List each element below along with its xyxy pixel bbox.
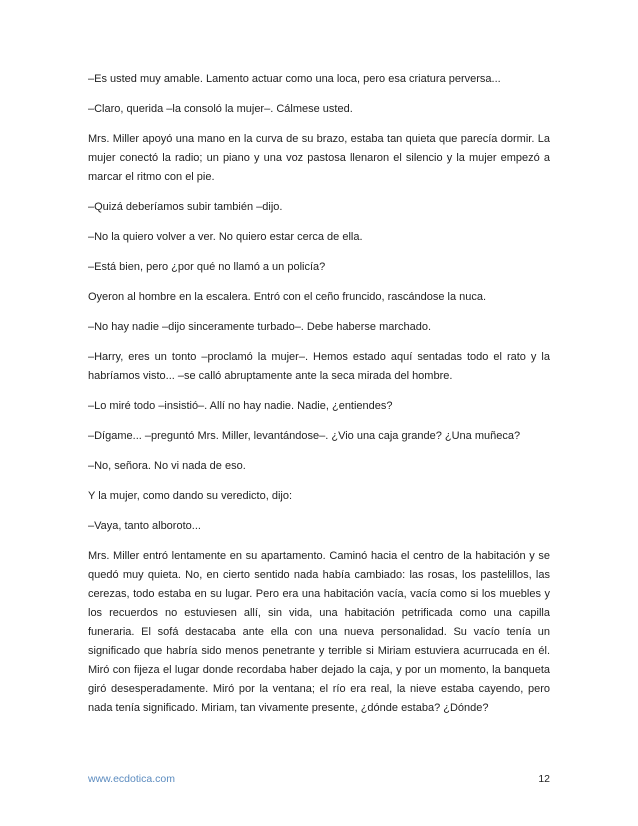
footer-site-link[interactable]: www.ecdotica.com [88,773,175,785]
paragraph-8: –No hay nadie –dijo sinceramente turbado–. Debe haberse marchado. [88,321,432,333]
paragraph-13: Y la mujer, como dando su veredicto, dijo: [88,490,293,502]
paragraph-1: –Es usted muy amable. Lamento actuar como una loca, pero esa criatura perversa... [88,73,501,85]
paragraph-4: –Quizá deberíamos subir también –dijo. [88,201,283,213]
paragraph-11: –Dígame... –preguntó Mrs. Miller, levantándose–. ¿Vio una caja grande? ¿Una muñeca? [88,430,521,442]
paragraph-14: –Vaya, tanto alboroto... [88,520,201,532]
paragraph-7: Oyeron al hombre en la escalera. Entró con el ceño fruncido, rascándose la nuca. [88,291,487,303]
paragraph-10: –Lo miré todo –insistió–. Allí no hay nadie. Nadie, ¿entiendes? [88,400,393,412]
paragraph-5: –No la quiero volver a ver. No quiero estar cerca de ella. [88,231,363,243]
paragraph-15: Mrs. Miller entró lentamente en su apartamento. Caminó hacia el centro de la habitación y se quedó muy quieta. No, en cierto sentido nada había cambiado: las rosas, los pastelillos, las cerezas, todo estaba en su lugar. Pero era una habitación vacía, vacía como si los muebles y los recuerdos no estuviesen allí, sin vida, una habitación petrificada como una capilla funeraria. El sofá destacaba ante ella con una nueva personalidad. Su vacío tenía un significado que habría sido menos penetrante y terrible si Miriam estuviera acurrucada en él. Miró con fijeza el lugar donde recordaba haber dejado la caja, y por un momento, la banqueta giró desesperadamente. Miró por la ventana; el río era real, la nieve estaba cayendo, pero nada tenía significado. Miriam, tan vivamente presente, ¿dónde estaba? ¿Dónde? [88,550,550,714]
page-body [88,70,550,729]
paragraph-12: –No, señora. No vi nada de eso. [88,460,246,472]
paragraph-6: –Está bien, pero ¿por qué no llamó a un policía? [88,261,326,273]
page-number: 12 [538,773,550,785]
paragraph-2: –Claro, querida –la consoló la mujer–. Cálmese usted. [88,103,353,115]
paragraph-9: –Harry, eres un tonto –proclamó la mujer–. Hemos estado aquí sentadas todo el rato y la habríamos visto... –se calló abruptamente ante la seca mirada del hombre. [88,351,550,382]
paragraph-3: Mrs. Miller apoyó una mano en la curva de su brazo, estaba tan quieta que parecía dormir. La mujer conectó la radio; un piano y una voz pastosa llenaron el silencio y la mujer empezó a marcar el ritmo con el pie. [88,133,550,183]
